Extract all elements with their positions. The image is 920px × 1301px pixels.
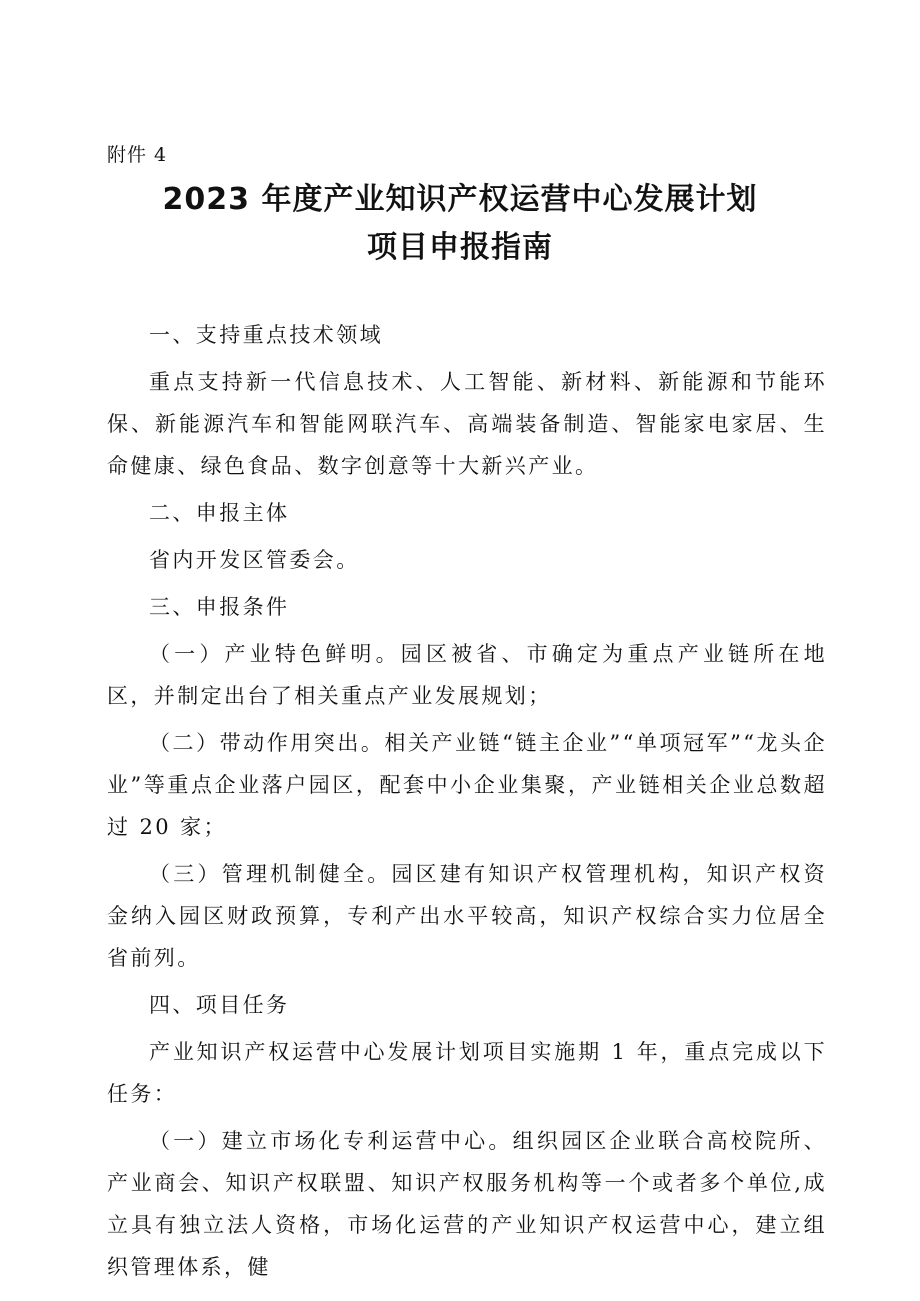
document-title-line-2: 项目申报指南 — [367, 230, 553, 265]
section-heading-4: 四、项目任务 — [149, 993, 290, 1017]
paragraph-task-1: （一）建立市场化专利运营中心。组织园区企业联合高校院所、产业商会、知识产权联盟、知识产权服务机构等一个或者多个单位,成立具有独立法人资格，市场化运营的产业知识产权运营中心，建立组织管理体系，健 — [107, 1129, 827, 1279]
paragraph-condition-1: （一）产业特色鲜明。园区被省、市确定为重点产业链所在地区，并制定出台了相关重点产业发展规划； — [107, 642, 827, 708]
document-title-line-1: 2023 年度产业知识产权运营中心发展计划 — [162, 182, 758, 217]
section-heading-2: 二、申报主体 — [149, 501, 290, 525]
section-heading-3: 三、申报条件 — [149, 595, 290, 619]
paragraph-applicant: 省内开发区管委会。 — [149, 548, 360, 572]
section-heading-1: 一、支持重点技术领域 — [149, 323, 383, 347]
paragraph-condition-3: （三）管理机制健全。园区建有知识产权管理机构，知识产权资金纳入园区财政预算，专利产出水平较高，知识产权综合实力位居全省前列。 — [107, 862, 827, 970]
document-body — [107, 314, 827, 1293]
paragraph-task-intro: 产业知识产权运营中心发展计划项目实施期 1 年，重点完成以下任务： — [107, 1040, 827, 1106]
attachment-label: 附件 4 — [107, 144, 168, 166]
paragraph-supported-fields: 重点支持新一代信息技术、人工智能、新材料、新能源和节能环保、新能源汽车和智能网联汽车、高端装备制造、智能家电家居、生命健康、绿色食品、数字创意等十大新兴产业。 — [107, 370, 827, 478]
paragraph-condition-2: （二）带动作用突出。相关产业链“链主企业”“单项冠军”“龙头企业”等重点企业落户园区，配套中小企业集聚，产业链相关企业总数超过 20 家； — [107, 731, 827, 839]
